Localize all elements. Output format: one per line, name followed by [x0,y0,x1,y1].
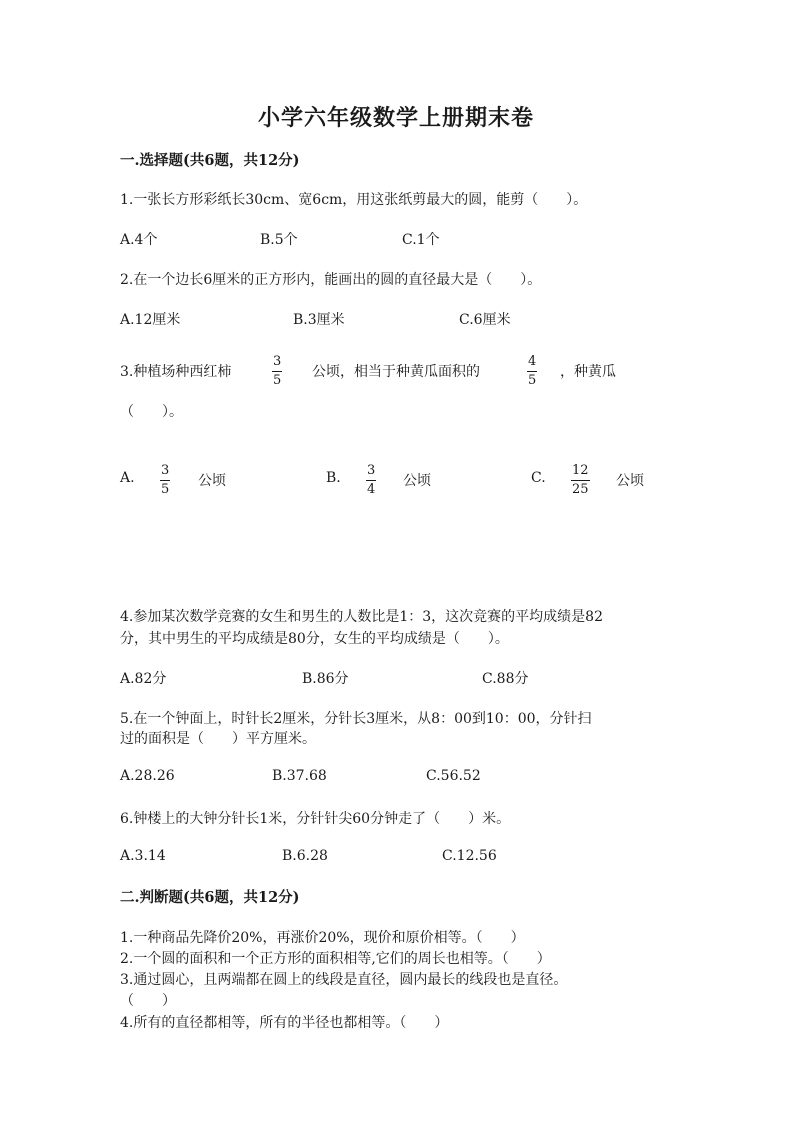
q3-option-a-numerator: 3 [161,463,170,478]
q3-fraction-1-numerator: 3 [273,354,282,369]
q4-text-line2: 分，其中男生的平均成绩是80分，女生的平均成绩是（ ）。 [120,631,509,647]
tf-item-3: 3.通过圆心，且两端都在圆上的线段是直径，圆内最长的线段也是直径。 [120,972,568,988]
q3-option-b-fraction [366,464,376,497]
q2-option-c: C.6厘米 [459,312,511,328]
q3-option-b-unit: 公顷 [403,473,431,489]
q2-text: 2.在一个边长6厘米的正方形内，能画出的圆的直径最大是（ ）。 [120,272,542,288]
q3-option-b-label: B. [326,470,341,486]
q6-text: 6.钟楼上的大钟分针长1米，分针针尖60分钟走了（ ）米。 [120,811,511,827]
q3-option-a-denominator: 5 [161,482,170,497]
q3-text-part1: 3.种植场种西红柿 [120,364,232,380]
q3-option-c-label: C. [531,470,546,486]
q5-option-b: B.37.68 [272,768,327,784]
q6-option-c: C.12.56 [442,848,497,864]
q2-option-b: B.3厘米 [293,312,345,328]
q5-text-line2: 过的面积是（ ）平方厘米。 [120,731,316,747]
q3-option-c-unit: 公顷 [616,473,644,489]
q2-option-a: A.12厘米 [120,312,181,328]
q1-option-a: A.4个 [120,232,158,248]
q3-text-line2: （ ）。 [120,404,183,420]
q3-text-part2: 公顷，相当于种黄瓜面积的 [312,364,480,380]
q3-option-b-denominator: 4 [367,482,376,497]
section2-heading: 二.判断题(共6题，共12分) [120,889,300,906]
q3-fraction-1-denominator: 5 [273,373,282,388]
q3-text-part3: ，种黄瓜 [560,364,616,380]
q3-fraction-1 [272,355,282,388]
q3-fraction-2 [527,355,537,388]
tf-item-4: 4.所有的直径都相等，所有的半径也都相等。（ ） [120,1015,449,1031]
tf-item-2: 2.一个圆的面积和一个正方形的面积相等,它们的周长也相等。（ ） [120,951,551,967]
q4-option-c: C.88分 [482,671,529,687]
q4-option-a: A.82分 [120,671,167,687]
q4-option-b: B.86分 [302,671,349,687]
q3-fraction-2-denominator: 5 [528,373,537,388]
page-title: 小学六年级数学上册期末卷 [258,105,535,131]
q3-option-b-numerator: 3 [367,463,376,478]
q6-option-b: B.6.28 [282,848,328,864]
q3-option-c-fraction [571,464,590,497]
tf-item-3-bracket: （ ） [120,993,176,1009]
q1-option-c: C.1个 [402,232,440,248]
q3-option-c-numerator: 12 [572,463,589,478]
q6-option-a: A.3.14 [120,848,166,864]
q3-option-a-fraction [160,464,170,497]
tf-item-1: 1.一种商品先降价20%，再涨价20%，现价和原价相等。（ ） [120,930,525,946]
section1-heading: 一.选择题(共6题，共12分) [120,152,300,169]
q1-option-b: B.5个 [260,232,298,248]
q1-text: 1.一张长方形彩纸长30cm、宽6cm，用这张纸剪最大的圆，能剪（ ）。 [120,192,588,208]
q3-option-a-label: A. [120,470,135,486]
q5-text-line1: 5.在一个钟面上，时针长2厘米，分针长3厘米，从8：00到10：00，分针扫 [120,711,592,727]
q3-fraction-2-numerator: 4 [528,354,537,369]
q5-option-a: A.28.26 [120,768,175,784]
q3-option-c-denominator: 25 [572,482,589,497]
q3-option-a-unit: 公顷 [198,473,226,489]
q4-text-line1: 4.参加某次数学竞赛的女生和男生的人数比是1：3，这次竞赛的平均成绩是82 [120,609,603,625]
q5-option-c: C.56.52 [426,768,481,784]
